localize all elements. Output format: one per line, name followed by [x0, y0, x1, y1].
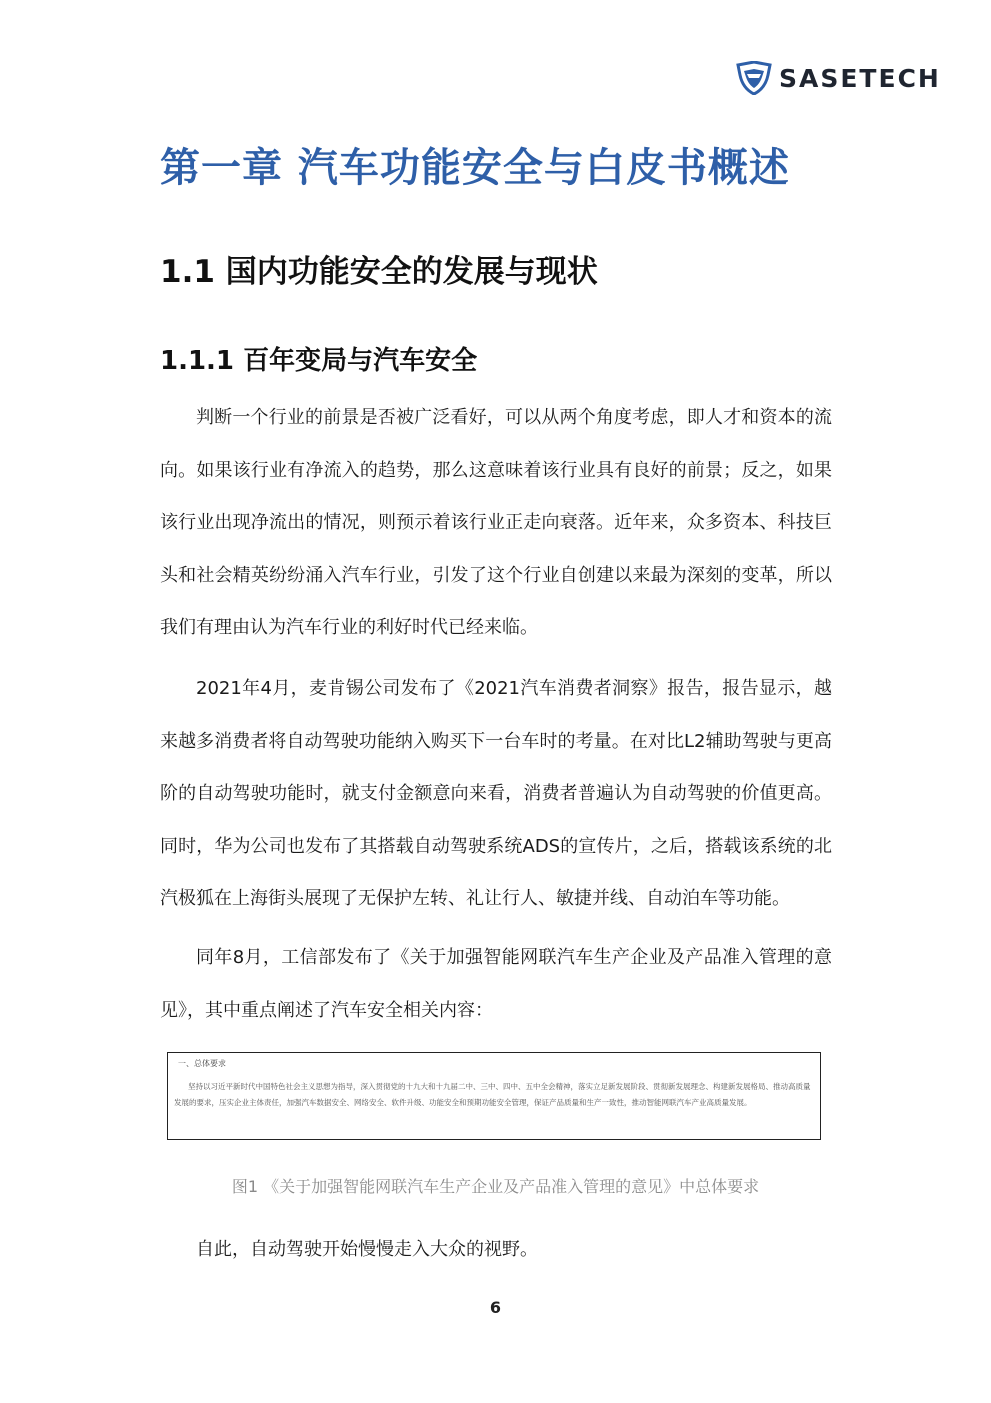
figure-caption: 图1 《关于加强智能网联汽车生产企业及产品准入管理的意见》中总体要求: [231, 1177, 760, 1196]
figure-quote-box: [167, 1052, 821, 1140]
figure-box-text: 坚持以习近平新时代中国特色社会主义思想为指导，深入贯彻党的十九大和十九届二中、三中、四中、五中全会精神，落实立足新发展阶段、贯彻新发展理念、构建新发展格局、推动高质量发展的要求，压实企业主体责任，加强汽车数据安全、网络安全、软件升级、功能安全和预期功能安全管理，保证产品质量和生产一致性，推动智能网联汽车产业高质量发展。: [174, 1082, 811, 1107]
page-number: 6: [489, 1298, 502, 1317]
body-paragraph: 判断一个行业的前景是否被广泛看好，可以从两个角度考虑，即人才和资本的流向。如果该行业有净流入的趋势，那么这意味着该行业具有良好的前景；反之，如果该行业出现净流出的情况，则预示着该行业正走向衰落。近年来，众多资本、科技巨头和社会精英纷纷涌入汽车行业，引发了这个行业自创建以来最为深刻的变革，所以我们有理由认为汽车行业的利好时代已经来临。: [160, 407, 832, 638]
shield-wing-logo-icon: [735, 61, 773, 95]
brand-name: SASETECH: [779, 63, 941, 93]
section-title: 1.1 国内功能安全的发展与现状: [160, 254, 598, 290]
body-paragraph: 2021年4月，麦肯锡公司发布了《2021汽车消费者洞察》报告，报告显示，越来越多消费者将自动驾驶功能纳入购买下一台车时的考量。在对比L2辅助驾驶与更高阶的自动驾驶功能时，就支付金额意向来看，消费者普遍认为自动驾驶的价值更高。同时，华为公司也发布了其搭载自动驾驶系统ADS的宣传片，之后，搭载该系统的北汽极狐在上海街头展现了无保护左转、礼让行人、敏捷并线、自动泊车等功能。: [160, 678, 832, 909]
subsection-title: 1.1.1 百年变局与汽车安全: [160, 346, 478, 376]
body-paragraph: 自此，自动驾驶开始慢慢走入大众的视野。: [196, 1239, 538, 1260]
figure-box-heading: 一、总体要求: [178, 1059, 226, 1068]
header-logo: [735, 60, 941, 96]
body-paragraph: 同年8月，工信部发布了《关于加强智能网联汽车生产企业及产品准入管理的意见》，其中重点阐述了汽车安全相关内容：: [160, 947, 832, 1021]
chapter-title: 第一章 汽车功能安全与白皮书概述: [160, 145, 790, 191]
